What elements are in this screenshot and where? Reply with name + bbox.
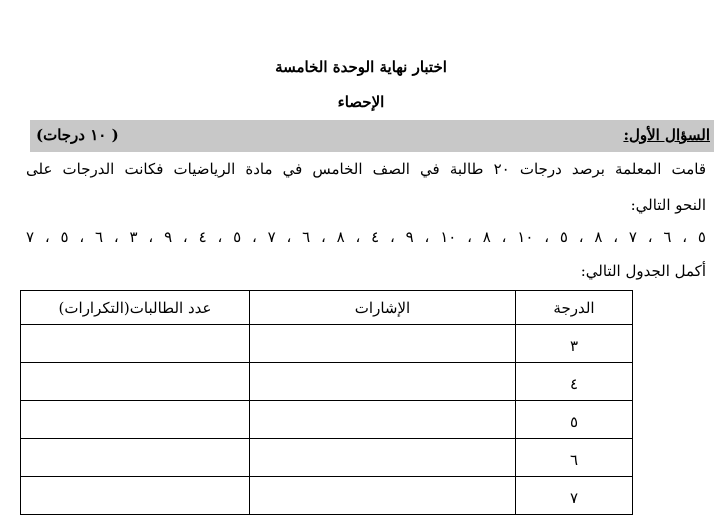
tally-cell[interactable] [250,439,516,477]
grade-cell: ٦ [516,439,633,477]
exam-title: اختبار نهاية الوحدة الخامسة [275,58,447,76]
count-cell[interactable] [21,325,250,363]
table-row [21,439,633,477]
tally-cell[interactable] [250,477,516,515]
count-cell[interactable] [21,439,250,477]
question-header-bar [30,120,714,152]
grades-data-line: ٥ ، ٦ ، ٧ ، ٨ ، ٥ ، ١٠ ، ٨ ، ١٠ ، ٩ ، ٤ ، ٨ ، ٦ ، ٧ ، ٥ ، ٤ ، ٩ ، ٣ ، ٦ ، ٥ ، ٧ [26,228,706,246]
count-cell[interactable] [21,477,250,515]
table-row [21,477,633,515]
grade-cell: ٥ [516,401,633,439]
tally-cell[interactable] [250,401,516,439]
tally-cell[interactable] [250,325,516,363]
question-text-line-1: قامت المعلمة برصد درجات ٢٠ طالبة في الصف الخامس في مادة الرياضيات فكانت الدرجات على [26,160,706,178]
exam-subtitle: الإحصاء [337,93,385,111]
grade-cell: ٣ [516,325,633,363]
table-header-row [21,291,633,325]
frequency-table [20,290,633,515]
header-tally-marks: الإشارات [250,291,516,325]
count-cell[interactable] [21,363,250,401]
header-grade: الدرجة [516,291,633,325]
count-cell[interactable] [21,401,250,439]
grade-cell: ٤ [516,363,633,401]
table-row [21,363,633,401]
header-student-count: عدد الطالبات(التكرارات) [21,291,250,325]
table-row [21,325,633,363]
question-marks: ( ١٠ درجات) [36,126,119,144]
question-text-line-2: النحو التالي: [630,196,706,214]
tally-cell[interactable] [250,363,516,401]
table-row [21,401,633,439]
table-instruction: أكمل الجدول التالي: [580,262,706,280]
grade-cell: ٧ [516,477,633,515]
question-label: السؤال الأول: [623,126,710,144]
